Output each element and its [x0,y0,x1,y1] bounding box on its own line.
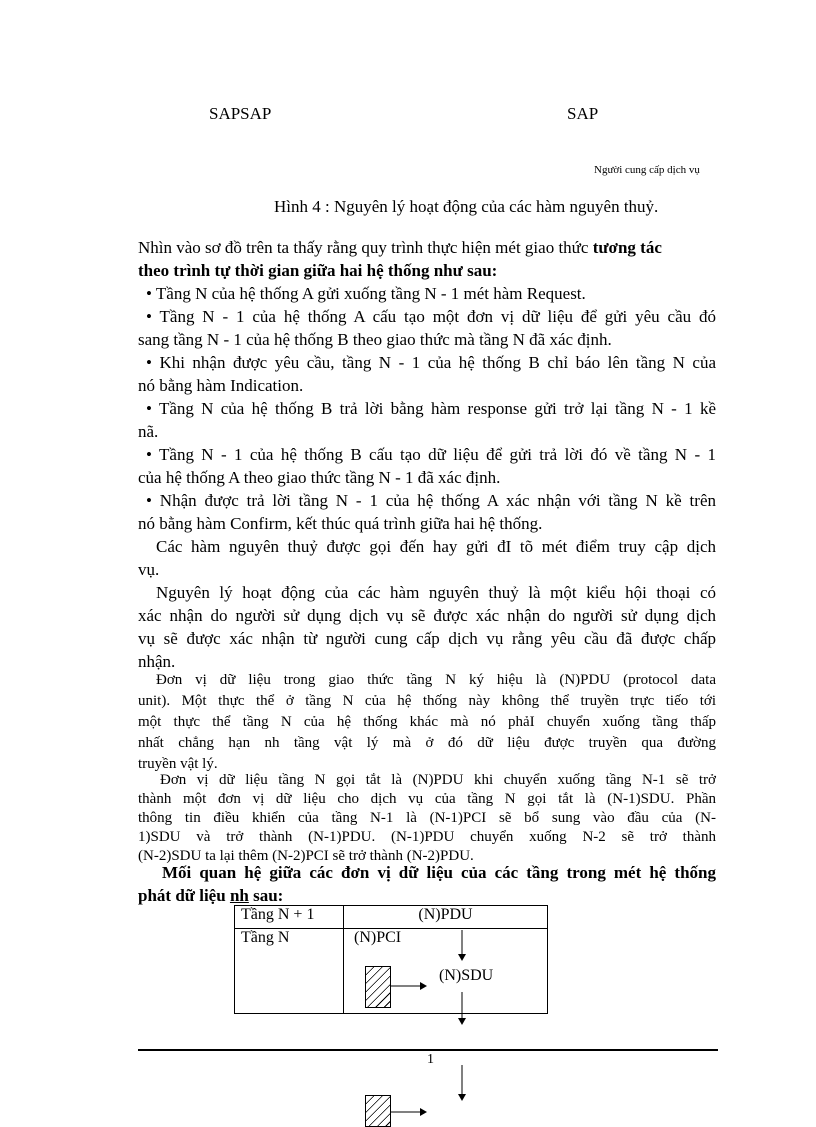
bullet-item-5-cont: của hệ thống A theo giao thức tầng N - 1 đã xác định. [138,468,501,487]
row1-content-cell: (N)PDU [344,906,548,929]
bullet-item-2-cont: sang tầng N - 1 của hệ thống B theo giao thức mà tầng N đã xác định. [138,330,612,349]
bullet-item-2: • Tầng N - 1 của hệ thống A cấu tạo một đơn vị dữ liệu để gửi yêu cầu đó [146,307,716,326]
sdu-label: (N)SDU [439,967,494,984]
paragraph-3-line-5: truyền vật lý. [138,756,218,772]
relation-text-b: nh [229,886,249,905]
page-number: 1 [427,1052,434,1067]
arrow-right-pci-2 [390,1108,427,1116]
bullet-item-6: • Nhận được trả lời tầng N - 1 của hệ thống A xác nhận với tầng N kề trên [146,491,716,510]
footer-rule [138,1049,718,1051]
paragraph-4-line-4: 1)SDU và trở thành (N-1)PDU. (N-1)PDU chuyển xuống N-2 sẽ trở thành [138,829,716,845]
paragraph-1-line-2: vụ. [138,560,160,579]
intro-bold-2: theo trình tự thời gian giữa hai hệ thống như sau: [138,261,498,280]
sap-label-left: SAPSAP [209,104,272,123]
figure-caption: Hình 4 : Nguyên lý hoạt động của các hàm nguyên thuỷ. [274,197,659,216]
paragraph-4-line-3: thông tin điều khiển của tầng N-1 là (N-1)PCI sẽ bổ sung vào đầu của (N- [138,810,716,826]
bullet-item-3-cont: nó bằng hàm Indication. [138,376,304,395]
sap-label-right: SAP [567,104,599,123]
provider-label: Người cung cấp dịch vụ [594,164,700,176]
pci-hatch-box [365,966,391,1008]
paragraph-3-line-2: unit). Một thực thể ở tầng N của hệ thống này không thể truyền trực tiếo tới [138,693,716,709]
paragraph-4-line-5: (N-2)SDU ta lại thêm (N-2)PCI sẽ trở thành (N-2)PDU. [138,848,474,864]
arrow-right-pci [390,982,427,990]
pci-hatch-box-2 [365,1095,391,1127]
paragraph-2-line-1: Nguyên lý hoạt động của các hàm nguyên thuỷ là một kiểu hội thoại có [156,583,716,602]
arrow-down-1 [458,930,466,961]
arrow-down-3 [458,1065,466,1101]
bullet-item-5: • Tầng N - 1 của hệ thống B cấu tạo dữ liệu để gửi trả lời đó về tầng N - 1 [146,445,716,464]
relation-line-1: Mối quan hệ giữa các đơn vị dữ liệu của các tầng trong mét hệ thống [162,863,716,882]
paragraph-2-line-3: vụ sẽ được xác nhận từ người cung cấp dịch vụ rằng yêu cầu đã được chấp [138,629,716,648]
row1-label-cell: Tầng N + 1 [235,906,344,929]
bullet-item-1: • Tầng N của hệ thống A gửi xuống tầng N - 1 mét hàm Request. [146,284,586,303]
paragraph-3-line-4: nhất chẳng hạn nh tầng vật lý mà ở đó dữ liệu được truyền qua đường [138,735,716,751]
intro-bold-1: tương tác [592,238,662,257]
paragraph-2-line-2: xác nhận do người sử dụng dịch vụ sẽ được xác nhận do người sử dụng dịch [138,606,716,625]
bullet-item-3: • Khi nhận được yêu cầu, tầng N - 1 của hệ thống B chỉ báo lên tầng N của [146,353,716,372]
pci-label: (N)PCI [354,929,402,946]
arrow-down-2 [458,992,466,1025]
paragraph-2-line-4: nhận. [138,652,176,671]
bullet-item-6-cont: nó bằng hàm Confirm, kết thúc quá trình giữa hai hệ thống. [138,514,543,533]
paragraph-3-line-1: Đơn vị dữ liệu trong giao thức tầng N ký hiệu là (N)PDU (protocol data [156,672,716,688]
paragraph-4-line-2: thành một đơn vị dữ liệu cho dịch vụ của tầng N gọi tắt là (N-1)SDU. Phần [138,791,716,807]
paragraph-3-line-3: một thực thể tầng N của hệ thống khác mà nó phảI chuyển xuống tầng thấp [138,714,716,730]
bullet-item-4: • Tầng N của hệ thống B trả lời bằng hàm response gửi trở lại tầng N - 1 kề [146,399,716,418]
bullet-item-4-cont: nã. [138,422,159,441]
relation-text-c: sau: [248,886,284,905]
row2-label-cell: Tầng N [235,929,344,1014]
paragraph-4-line-1: Đơn vị dữ liệu tầng N gọi tắt là (N)PDU khi chuyển xuống tầng N-1 sẽ trở [160,772,716,788]
paragraph-1-line-1: Các hàm nguyên thuỷ được gọi đến hay gửi đI tõ mét điểm truy cập dịch [156,537,716,556]
relation-text-a: phát dữ liệu [138,886,230,905]
intro-text: Nhìn vào sơ đồ trên ta thấy rằng quy trình thực hiện mét giao thức [138,238,593,257]
